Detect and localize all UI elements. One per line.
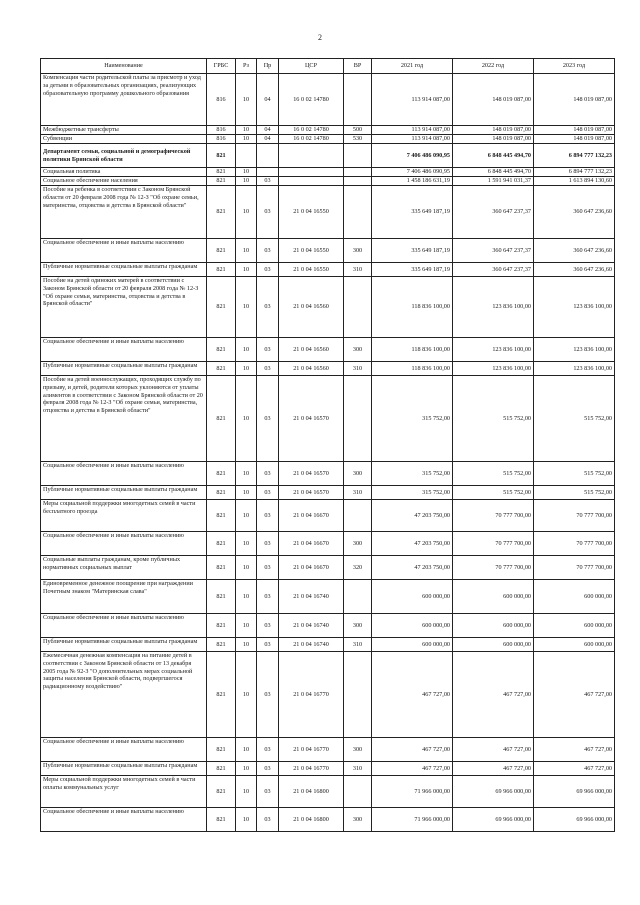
cell-vr xyxy=(344,776,372,808)
cell-2022: 515 752,00 xyxy=(453,462,534,486)
cell-csr: 21 0 04 16560 xyxy=(279,338,344,362)
cell-2022: 148 019 087,00 xyxy=(453,135,534,144)
cell-pr: 03 xyxy=(257,808,279,832)
cell-rz: 10 xyxy=(236,762,257,776)
table-row xyxy=(41,762,615,776)
cell-name: Социальное обеспечение и иные выплаты населению xyxy=(41,738,207,762)
cell-name: Субвенции xyxy=(41,135,207,144)
cell-grbs: 821 xyxy=(207,277,236,338)
table-row xyxy=(41,168,615,177)
cell-csr: 21 0 04 16670 xyxy=(279,500,344,532)
cell-vr: 310 xyxy=(344,263,372,277)
cell-2022: 600 000,00 xyxy=(453,638,534,652)
cell-vr: 310 xyxy=(344,762,372,776)
cell-pr: 03 xyxy=(257,652,279,738)
cell-csr: 16 0 02 14780 xyxy=(279,74,344,126)
cell-csr: 21 0 04 16800 xyxy=(279,808,344,832)
cell-grbs: 821 xyxy=(207,177,236,186)
cell-name: Социальное обеспечение и иные выплаты населению xyxy=(41,338,207,362)
cell-pr: 03 xyxy=(257,580,279,614)
table-row xyxy=(41,738,615,762)
table-row xyxy=(41,580,615,614)
cell-grbs: 821 xyxy=(207,762,236,776)
cell-2022: 360 647 237,37 xyxy=(453,263,534,277)
cell-name: Социальное обеспечение населения xyxy=(41,177,207,186)
cell-grbs: 821 xyxy=(207,376,236,462)
cell-csr: 21 0 04 16560 xyxy=(279,362,344,376)
cell-2023: 1 613 894 130,60 xyxy=(534,177,615,186)
cell-vr xyxy=(344,168,372,177)
cell-grbs: 821 xyxy=(207,168,236,177)
cell-2021: 335 649 187,19 xyxy=(372,186,453,239)
cell-csr: 21 0 04 16740 xyxy=(279,614,344,638)
cell-csr: 21 0 04 16550 xyxy=(279,239,344,263)
cell-2022: 148 019 087,00 xyxy=(453,126,534,135)
cell-2021: 113 914 087,00 xyxy=(372,74,453,126)
cell-csr: 21 0 04 16570 xyxy=(279,376,344,462)
cell-name: Социальное обеспечение и иные выплаты населению xyxy=(41,614,207,638)
cell-grbs: 821 xyxy=(207,580,236,614)
header-2022: 2022 год xyxy=(453,59,534,74)
cell-2021: 71 966 000,00 xyxy=(372,808,453,832)
table-row xyxy=(41,652,615,738)
cell-vr: 300 xyxy=(344,239,372,263)
cell-pr: 03 xyxy=(257,277,279,338)
cell-name: Социальное обеспечение и иные выплаты населению xyxy=(41,808,207,832)
cell-2022: 69 966 000,00 xyxy=(453,808,534,832)
cell-name: Компенсация части родительской платы за присмотр и уход за детьми в образовательных организациях, реализующих образовательную программу дошкольного образования xyxy=(41,74,207,126)
header-name: Наименование xyxy=(41,59,207,74)
cell-csr: 16 0 02 14780 xyxy=(279,126,344,135)
cell-rz: 10 xyxy=(236,556,257,580)
cell-vr xyxy=(344,144,372,168)
cell-name: Публичные нормативные социальные выплаты гражданам xyxy=(41,638,207,652)
cell-2021: 118 836 100,00 xyxy=(372,362,453,376)
cell-name: Публичные нормативные социальные выплаты гражданам xyxy=(41,486,207,500)
cell-vr: 300 xyxy=(344,462,372,486)
cell-name: Социальное обеспечение и иные выплаты населению xyxy=(41,239,207,263)
cell-vr xyxy=(344,186,372,239)
cell-2021: 1 458 186 631,19 xyxy=(372,177,453,186)
cell-rz: 10 xyxy=(236,74,257,126)
cell-rz: 10 xyxy=(236,652,257,738)
cell-pr: 03 xyxy=(257,186,279,239)
table-row xyxy=(41,462,615,486)
cell-vr: 300 xyxy=(344,532,372,556)
table-row xyxy=(41,177,615,186)
cell-grbs: 821 xyxy=(207,462,236,486)
cell-2021: 47 203 750,00 xyxy=(372,556,453,580)
cell-2023: 515 752,00 xyxy=(534,462,615,486)
cell-csr: 21 0 04 16570 xyxy=(279,462,344,486)
header-2023: 2023 год xyxy=(534,59,615,74)
cell-2023: 70 777 700,00 xyxy=(534,556,615,580)
cell-csr: 21 0 04 16570 xyxy=(279,486,344,500)
cell-rz: 10 xyxy=(236,239,257,263)
page-number: 2 xyxy=(318,33,322,42)
cell-2022: 360 647 237,37 xyxy=(453,239,534,263)
cell-2023: 467 727,00 xyxy=(534,652,615,738)
header-pr: Пр xyxy=(257,59,279,74)
cell-rz: 10 xyxy=(236,500,257,532)
cell-2023: 360 647 236,60 xyxy=(534,263,615,277)
table-row xyxy=(41,144,615,168)
cell-pr: 03 xyxy=(257,362,279,376)
cell-2022: 467 727,00 xyxy=(453,738,534,762)
cell-grbs: 821 xyxy=(207,652,236,738)
cell-2023: 515 752,00 xyxy=(534,376,615,462)
cell-2023: 600 000,00 xyxy=(534,614,615,638)
cell-2022: 123 836 100,00 xyxy=(453,362,534,376)
cell-name: Публичные нормативные социальные выплаты гражданам xyxy=(41,362,207,376)
cell-2022: 360 647 237,37 xyxy=(453,186,534,239)
cell-name: Пособие на ребенка в соответствии с Законом Брянской области от 20 февраля 2008 года № 12-З "Об охране семьи, материнства, отцовства и детства в Брянской области" xyxy=(41,186,207,239)
table-row xyxy=(41,186,615,239)
cell-2023: 123 836 100,00 xyxy=(534,277,615,338)
cell-grbs: 821 xyxy=(207,486,236,500)
cell-2023: 69 966 000,00 xyxy=(534,808,615,832)
cell-csr: 21 0 04 16740 xyxy=(279,580,344,614)
table-row xyxy=(41,362,615,376)
table-row xyxy=(41,638,615,652)
table-body xyxy=(41,74,615,832)
cell-rz: 10 xyxy=(236,177,257,186)
cell-2022: 123 836 100,00 xyxy=(453,338,534,362)
cell-name: Пособие на детей одиноких матерей в соответствии с Законом Брянской области от 20 февраля 2008 года № 12-З "Об охране семьи, материнства, отцовства и детства в Брянской области" xyxy=(41,277,207,338)
cell-csr: 21 0 04 16670 xyxy=(279,532,344,556)
cell-2023: 148 019 087,00 xyxy=(534,126,615,135)
cell-2022: 69 966 000,00 xyxy=(453,776,534,808)
cell-grbs: 821 xyxy=(207,532,236,556)
table-row xyxy=(41,614,615,638)
cell-2021: 71 966 000,00 xyxy=(372,776,453,808)
cell-vr xyxy=(344,74,372,126)
table-row xyxy=(41,74,615,126)
cell-pr xyxy=(257,144,279,168)
cell-2023: 515 752,00 xyxy=(534,486,615,500)
cell-pr xyxy=(257,168,279,177)
cell-vr xyxy=(344,177,372,186)
cell-pr: 03 xyxy=(257,239,279,263)
cell-csr: 21 0 04 16550 xyxy=(279,186,344,239)
cell-rz: 10 xyxy=(236,776,257,808)
cell-vr: 300 xyxy=(344,338,372,362)
cell-vr xyxy=(344,376,372,462)
cell-vr xyxy=(344,580,372,614)
budget-table xyxy=(40,58,615,832)
cell-name: Ежемесячная денежная компенсация на питание детей в соответствии с Законом Брянской области от 13 декабря 2005 года № 92-З "О дополнительных мерах социальной защиты населения Брянской области, подвергшегося радиационному воздействию" xyxy=(41,652,207,738)
cell-2021: 335 649 187,19 xyxy=(372,239,453,263)
cell-grbs: 821 xyxy=(207,776,236,808)
cell-2021: 600 000,00 xyxy=(372,614,453,638)
cell-csr: 21 0 04 16800 xyxy=(279,776,344,808)
cell-pr: 03 xyxy=(257,486,279,500)
cell-2023: 70 777 700,00 xyxy=(534,500,615,532)
cell-pr: 03 xyxy=(257,462,279,486)
cell-2023: 467 727,00 xyxy=(534,762,615,776)
cell-2021: 113 914 087,00 xyxy=(372,135,453,144)
cell-2023: 6 894 777 132,23 xyxy=(534,144,615,168)
table-row xyxy=(41,277,615,338)
cell-csr: 16 0 02 14780 xyxy=(279,135,344,144)
cell-2022: 70 777 700,00 xyxy=(453,556,534,580)
cell-2023: 467 727,00 xyxy=(534,738,615,762)
cell-csr: 21 0 04 16770 xyxy=(279,738,344,762)
table-row xyxy=(41,263,615,277)
cell-2021: 315 752,00 xyxy=(372,376,453,462)
cell-csr: 21 0 04 16740 xyxy=(279,638,344,652)
table-row xyxy=(41,486,615,500)
cell-rz: 10 xyxy=(236,580,257,614)
cell-grbs: 821 xyxy=(207,500,236,532)
cell-2022: 515 752,00 xyxy=(453,376,534,462)
table-row xyxy=(41,776,615,808)
cell-grbs: 816 xyxy=(207,135,236,144)
cell-rz: 10 xyxy=(236,376,257,462)
cell-rz: 10 xyxy=(236,168,257,177)
cell-rz: 10 xyxy=(236,126,257,135)
table-row xyxy=(41,556,615,580)
cell-2022: 1 591 941 031,37 xyxy=(453,177,534,186)
cell-rz: 10 xyxy=(236,135,257,144)
cell-2021: 467 727,00 xyxy=(372,652,453,738)
cell-2021: 113 914 087,00 xyxy=(372,126,453,135)
cell-vr xyxy=(344,277,372,338)
cell-name: Социальное обеспечение и иные выплаты населению xyxy=(41,532,207,556)
table-row xyxy=(41,126,615,135)
cell-2022: 467 727,00 xyxy=(453,652,534,738)
cell-2022: 70 777 700,00 xyxy=(453,532,534,556)
cell-pr: 03 xyxy=(257,532,279,556)
cell-rz: 10 xyxy=(236,486,257,500)
cell-2021: 118 836 100,00 xyxy=(372,277,453,338)
cell-2023: 123 836 100,00 xyxy=(534,338,615,362)
cell-csr: 21 0 04 16550 xyxy=(279,263,344,277)
cell-2022: 70 777 700,00 xyxy=(453,500,534,532)
cell-vr: 300 xyxy=(344,738,372,762)
cell-rz: 10 xyxy=(236,638,257,652)
cell-name: Межбюджетные трансферты xyxy=(41,126,207,135)
cell-grbs: 816 xyxy=(207,74,236,126)
cell-pr: 04 xyxy=(257,135,279,144)
cell-2022: 600 000,00 xyxy=(453,580,534,614)
cell-rz: 10 xyxy=(236,338,257,362)
cell-2023: 360 647 236,60 xyxy=(534,239,615,263)
cell-rz: 10 xyxy=(236,186,257,239)
header-vr: ВР xyxy=(344,59,372,74)
cell-2021: 47 203 750,00 xyxy=(372,532,453,556)
cell-grbs: 821 xyxy=(207,808,236,832)
cell-rz: 10 xyxy=(236,614,257,638)
table-row xyxy=(41,376,615,462)
cell-pr: 03 xyxy=(257,738,279,762)
cell-2021: 7 406 486 090,95 xyxy=(372,168,453,177)
cell-name: Пособие на детей военнослужащих, проходящих службу по призыву, и детей, родители которых уклоняются от уплаты алиментов в соответствии с Законом Брянской области от 20 февраля 2008 года № 12-З "Об охране семьи, материнства, отцовства и детства в Брянской области" xyxy=(41,376,207,462)
cell-2022: 467 727,00 xyxy=(453,762,534,776)
cell-rz: 10 xyxy=(236,738,257,762)
cell-2023: 6 894 777 132,23 xyxy=(534,168,615,177)
cell-2022: 515 752,00 xyxy=(453,486,534,500)
cell-name: Публичные нормативные социальные выплаты гражданам xyxy=(41,762,207,776)
cell-rz: 10 xyxy=(236,277,257,338)
cell-2023: 70 777 700,00 xyxy=(534,532,615,556)
cell-vr: 320 xyxy=(344,556,372,580)
cell-vr xyxy=(344,652,372,738)
cell-pr: 03 xyxy=(257,338,279,362)
cell-pr: 03 xyxy=(257,177,279,186)
cell-2022: 148 019 087,00 xyxy=(453,74,534,126)
cell-csr xyxy=(279,144,344,168)
cell-csr: 21 0 04 16670 xyxy=(279,556,344,580)
header-2021: 2021 год xyxy=(372,59,453,74)
cell-vr: 530 xyxy=(344,135,372,144)
cell-pr: 03 xyxy=(257,376,279,462)
cell-vr xyxy=(344,500,372,532)
cell-vr: 300 xyxy=(344,614,372,638)
cell-2023: 600 000,00 xyxy=(534,638,615,652)
cell-rz: 10 xyxy=(236,362,257,376)
table-row xyxy=(41,135,615,144)
cell-pr: 04 xyxy=(257,126,279,135)
cell-2021: 315 752,00 xyxy=(372,462,453,486)
cell-2021: 47 203 750,00 xyxy=(372,500,453,532)
cell-grbs: 821 xyxy=(207,556,236,580)
cell-pr: 03 xyxy=(257,500,279,532)
table-row xyxy=(41,808,615,832)
cell-pr: 03 xyxy=(257,263,279,277)
cell-2022: 123 836 100,00 xyxy=(453,277,534,338)
cell-2021: 7 406 486 090,95 xyxy=(372,144,453,168)
cell-vr: 310 xyxy=(344,362,372,376)
cell-2021: 315 752,00 xyxy=(372,486,453,500)
cell-grbs: 821 xyxy=(207,614,236,638)
cell-name: Меры социальной поддержки многодетных семей в части оплаты коммунальных услуг xyxy=(41,776,207,808)
cell-grbs: 821 xyxy=(207,239,236,263)
cell-2023: 148 019 087,00 xyxy=(534,74,615,126)
cell-rz xyxy=(236,144,257,168)
cell-rz: 10 xyxy=(236,808,257,832)
cell-2023: 360 647 236,60 xyxy=(534,186,615,239)
cell-name: Департамент семьи, социальной и демографической политики Брянской области xyxy=(41,144,207,168)
cell-grbs: 821 xyxy=(207,263,236,277)
table-row xyxy=(41,532,615,556)
table-row xyxy=(41,500,615,532)
cell-grbs: 821 xyxy=(207,738,236,762)
cell-2021: 335 649 187,19 xyxy=(372,263,453,277)
cell-grbs: 821 xyxy=(207,144,236,168)
cell-2023: 123 836 100,00 xyxy=(534,362,615,376)
table-row xyxy=(41,239,615,263)
table-header-row xyxy=(41,59,615,74)
cell-csr: 21 0 04 16770 xyxy=(279,652,344,738)
cell-pr: 03 xyxy=(257,556,279,580)
cell-rz: 10 xyxy=(236,462,257,486)
cell-2022: 6 848 445 494,70 xyxy=(453,144,534,168)
cell-vr: 500 xyxy=(344,126,372,135)
cell-2021: 467 727,00 xyxy=(372,762,453,776)
header-csr: ЦСР xyxy=(279,59,344,74)
cell-rz: 10 xyxy=(236,263,257,277)
cell-vr: 310 xyxy=(344,486,372,500)
cell-2022: 6 848 445 494,70 xyxy=(453,168,534,177)
cell-name: Социальная политика xyxy=(41,168,207,177)
cell-2023: 600 000,00 xyxy=(534,580,615,614)
cell-name: Публичные нормативные социальные выплаты гражданам xyxy=(41,263,207,277)
cell-grbs: 816 xyxy=(207,126,236,135)
cell-name: Социальные выплаты гражданам, кроме публичных нормативных социальных выплат xyxy=(41,556,207,580)
cell-pr: 03 xyxy=(257,638,279,652)
cell-vr: 310 xyxy=(344,638,372,652)
cell-pr: 04 xyxy=(257,74,279,126)
cell-csr: 21 0 04 16560 xyxy=(279,277,344,338)
cell-name: Меры социальной поддержки многодетных семей в части бесплатного проезда xyxy=(41,500,207,532)
cell-csr xyxy=(279,177,344,186)
cell-2022: 600 000,00 xyxy=(453,614,534,638)
cell-grbs: 821 xyxy=(207,186,236,239)
table-row xyxy=(41,338,615,362)
cell-pr: 03 xyxy=(257,762,279,776)
header-rz: Рз xyxy=(236,59,257,74)
cell-rz: 10 xyxy=(236,532,257,556)
cell-2023: 69 966 000,00 xyxy=(534,776,615,808)
cell-name: Единовременное денежное поощрение при награждении Почетным знаком "Материнская слава" xyxy=(41,580,207,614)
cell-2021: 600 000,00 xyxy=(372,580,453,614)
cell-grbs: 821 xyxy=(207,362,236,376)
cell-grbs: 821 xyxy=(207,338,236,362)
cell-2021: 600 000,00 xyxy=(372,638,453,652)
cell-csr: 21 0 04 16770 xyxy=(279,762,344,776)
cell-2021: 467 727,00 xyxy=(372,738,453,762)
cell-pr: 03 xyxy=(257,776,279,808)
cell-vr: 300 xyxy=(344,808,372,832)
cell-pr: 03 xyxy=(257,614,279,638)
cell-2021: 118 836 100,00 xyxy=(372,338,453,362)
cell-name: Социальное обеспечение и иные выплаты населению xyxy=(41,462,207,486)
cell-csr xyxy=(279,168,344,177)
header-grbs: ГРБС xyxy=(207,59,236,74)
cell-2023: 148 019 087,00 xyxy=(534,135,615,144)
cell-grbs: 821 xyxy=(207,638,236,652)
